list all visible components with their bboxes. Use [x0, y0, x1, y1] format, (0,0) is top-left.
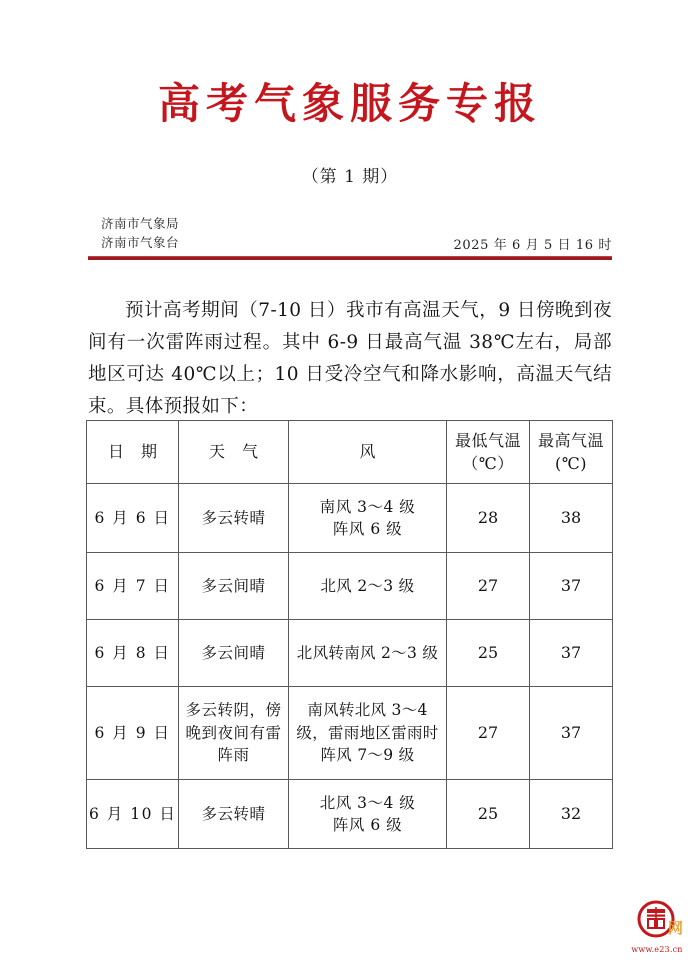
table-row — [87, 780, 613, 849]
table-header-row — [87, 421, 613, 484]
cell-wind: 南风 3～4 级 阵风 6 级 — [289, 484, 447, 553]
cell-min-temp: 25 — [447, 780, 530, 849]
cell-min-temp: 27 — [447, 553, 530, 620]
cell-max-temp: 37 — [530, 620, 613, 687]
issuer-block — [101, 214, 179, 253]
cell-date: 6 月 10 日 — [87, 780, 179, 849]
cell-min-temp: 28 — [447, 484, 530, 553]
column-header-min-temp: 最低气温 （℃） — [447, 421, 530, 484]
issue-number: （第 1 期） — [301, 167, 399, 187]
header-divider — [88, 256, 612, 260]
cell-date: 6 月 7 日 — [87, 553, 179, 620]
forecast-table — [86, 420, 613, 849]
cell-min-temp: 25 — [447, 620, 530, 687]
table-row — [87, 687, 613, 780]
net-char-icon: 网 — [668, 919, 684, 937]
issuer-bureau: 济南市气象局 — [101, 216, 180, 231]
cell-max-temp: 37 — [530, 553, 613, 620]
forecast-summary-paragraph: 预计高考期间（7-10 日）我市有高温天气，9 日傍晚到夜间有一次雷阵雨过程。其中 6-9 日最高气温 38℃左右，局部地区可达 40℃以上；10 日受冷空气和降水影响，高温天气结束。具体预报如下： — [88, 299, 612, 417]
cell-max-temp: 32 — [530, 780, 613, 849]
cell-wind: 北风转南风 2～3 级 — [289, 620, 447, 687]
cell-date: 6 月 9 日 — [87, 687, 179, 780]
cell-weather: 多云转晴 — [179, 780, 289, 849]
column-header-weather: 天 气 — [179, 421, 289, 484]
issuer-observatory: 济南市气象台 — [101, 235, 180, 251]
column-header-max-temp: 最高气温 (℃) — [530, 421, 613, 484]
table-row — [87, 484, 613, 553]
site-watermark — [622, 898, 692, 954]
seal-icon — [622, 898, 692, 944]
cell-weather: 多云转阴，傍晚到夜间有雷阵雨 — [179, 687, 289, 780]
watermark-url: www.e23.cn — [631, 945, 683, 954]
cell-date: 6 月 6 日 — [87, 484, 179, 553]
column-header-wind: 风 — [289, 421, 447, 484]
cell-wind: 北风 3～4 级 阵风 6 级 — [289, 780, 447, 849]
header-meta — [88, 214, 612, 254]
cell-weather: 多云间晴 — [179, 553, 289, 620]
cell-max-temp: 37 — [530, 687, 613, 780]
cell-date: 6 月 8 日 — [87, 620, 179, 687]
cell-weather: 多云间晴 — [179, 620, 289, 687]
cell-weather: 多云转晴 — [179, 484, 289, 553]
table-row — [87, 553, 613, 620]
cell-wind: 北风 2～3 级 — [289, 553, 447, 620]
column-header-date: 日 期 — [87, 421, 179, 484]
cell-min-temp: 27 — [447, 687, 530, 780]
cell-wind: 南风转北风 3～4 级，雷雨地区雷雨时阵风 7～9 级 — [289, 687, 447, 780]
table-row — [87, 620, 613, 687]
page-title: 高考气象服务专报 — [157, 79, 542, 128]
cell-max-temp: 38 — [530, 484, 613, 553]
issue-datetime: 2025 年 6 月 5 日 16 时 — [453, 238, 612, 253]
